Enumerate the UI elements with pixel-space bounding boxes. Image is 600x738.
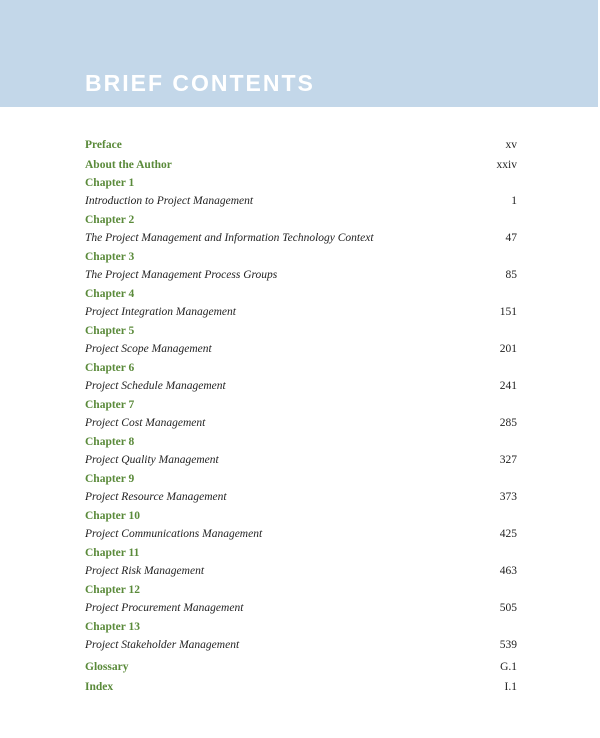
- toc-entry: [85, 396, 517, 433]
- toc-entry-page-number: 327: [499, 454, 517, 466]
- toc-entry-page-number: 47: [505, 232, 517, 244]
- toc-entry-label: Chapter 9: [85, 473, 135, 485]
- toc-entry-title: Project Resource Management: [85, 491, 227, 503]
- toc-entry-title: The Project Management and Information Technology Context: [85, 232, 374, 244]
- toc-entry-page-number: 463: [499, 565, 517, 577]
- toc-entry: [85, 285, 517, 322]
- toc-entry: [85, 655, 517, 676]
- toc-entry-title: Project Schedule Management: [85, 380, 226, 392]
- toc-entry-text: [85, 581, 243, 618]
- toc-entry-title: The Project Management Process Groups: [85, 269, 278, 281]
- toc-entry-text: [85, 174, 253, 211]
- toc-entry-page-number: I.1: [504, 681, 517, 693]
- toc-entry-label: Chapter 6: [85, 362, 135, 374]
- toc-entry-text: [85, 433, 219, 470]
- toc-entry-label: Glossary: [85, 660, 129, 673]
- toc-entry-label: Chapter 1: [85, 177, 135, 189]
- toc-entry-label: Chapter 8: [85, 436, 135, 448]
- toc-entry-text: [85, 211, 374, 248]
- toc-entry-text: [85, 136, 122, 154]
- toc-entry-page-number: xxiv: [496, 159, 517, 171]
- toc-entry-text: [85, 156, 172, 174]
- toc-entry-text: [85, 322, 212, 359]
- toc-entry-label: Chapter 12: [85, 584, 141, 596]
- toc-entry: [85, 470, 517, 507]
- toc-entry: [85, 507, 517, 544]
- toc-entry: [85, 618, 517, 655]
- toc-entry-page-number: 539: [499, 639, 517, 651]
- toc-entry-label: Chapter 13: [85, 621, 141, 633]
- toc-entry-page-number: 201: [499, 343, 517, 355]
- toc-entry-title: Project Communications Management: [85, 528, 263, 540]
- toc-entry-text: [85, 678, 113, 696]
- toc-entry-page-number: 151: [499, 306, 517, 318]
- toc-entry-label: Chapter 7: [85, 399, 135, 411]
- toc-entry: [85, 211, 517, 248]
- toc-entry-label: Chapter 5: [85, 325, 135, 337]
- toc-entry-text: [85, 359, 226, 396]
- toc-entry-label: About the Author: [85, 159, 172, 171]
- toc-entry-label: Index: [85, 681, 114, 693]
- toc-entry-page-number: 505: [499, 602, 517, 614]
- toc-entry-label: Chapter 11: [85, 547, 140, 559]
- toc-entry-text: [85, 470, 227, 507]
- toc-entry-page-number: 1: [511, 195, 517, 207]
- toc-entry-page-number: 85: [505, 269, 517, 281]
- toc-entry-page-number: xv: [505, 138, 517, 151]
- toc-entry-label: Chapter 2: [85, 214, 135, 226]
- toc-entry: [85, 359, 517, 396]
- toc-entry: [85, 248, 517, 285]
- toc-entry-text: [85, 396, 205, 433]
- toc-entry-title: Project Quality Management: [85, 454, 219, 466]
- toc-entry-page-number: 373: [499, 491, 517, 503]
- toc-entry: [85, 676, 517, 697]
- toc-entry-text: [85, 248, 277, 285]
- toc-entry-page-number: 241: [499, 380, 517, 392]
- toc-entry-title: Project Procurement Management: [85, 602, 244, 614]
- toc-entry-text: [85, 658, 128, 676]
- toc-entry: [85, 154, 517, 175]
- toc-entry-title: Project Stakeholder Management: [85, 639, 240, 651]
- toc-entry: [85, 544, 517, 581]
- toc-entry: [85, 174, 517, 211]
- toc-entry: [85, 433, 517, 470]
- toc-entry: [85, 133, 517, 154]
- toc-entry-label: Preface: [85, 138, 122, 151]
- toc-entry-text: [85, 618, 239, 655]
- toc-entry-title: Project Integration Management: [85, 306, 236, 318]
- toc-entry-title: Project Risk Management: [85, 565, 205, 577]
- page-title: BRIEF CONTENTS: [85, 70, 315, 96]
- table-of-contents: [85, 133, 517, 696]
- toc-entry-text: [85, 507, 262, 544]
- toc-entry: [85, 581, 517, 618]
- toc-entry-text: [85, 544, 204, 581]
- toc-entry-title: Project Scope Management: [85, 343, 212, 355]
- toc-entry-title: Project Cost Management: [85, 417, 206, 429]
- toc-entry-label: Chapter 4: [85, 288, 135, 300]
- toc-entry-page-number: 285: [499, 417, 517, 429]
- toc-entry-label: Chapter 10: [85, 510, 141, 522]
- toc-entry-text: [85, 285, 236, 322]
- toc-entry-page-number: G.1: [500, 660, 517, 673]
- toc-entry-label: Chapter 3: [85, 251, 135, 263]
- toc-entry-title: Introduction to Project Management: [85, 195, 254, 207]
- toc-entry: [85, 322, 517, 359]
- toc-entry-page-number: 425: [499, 528, 517, 540]
- header-band: [0, 0, 598, 107]
